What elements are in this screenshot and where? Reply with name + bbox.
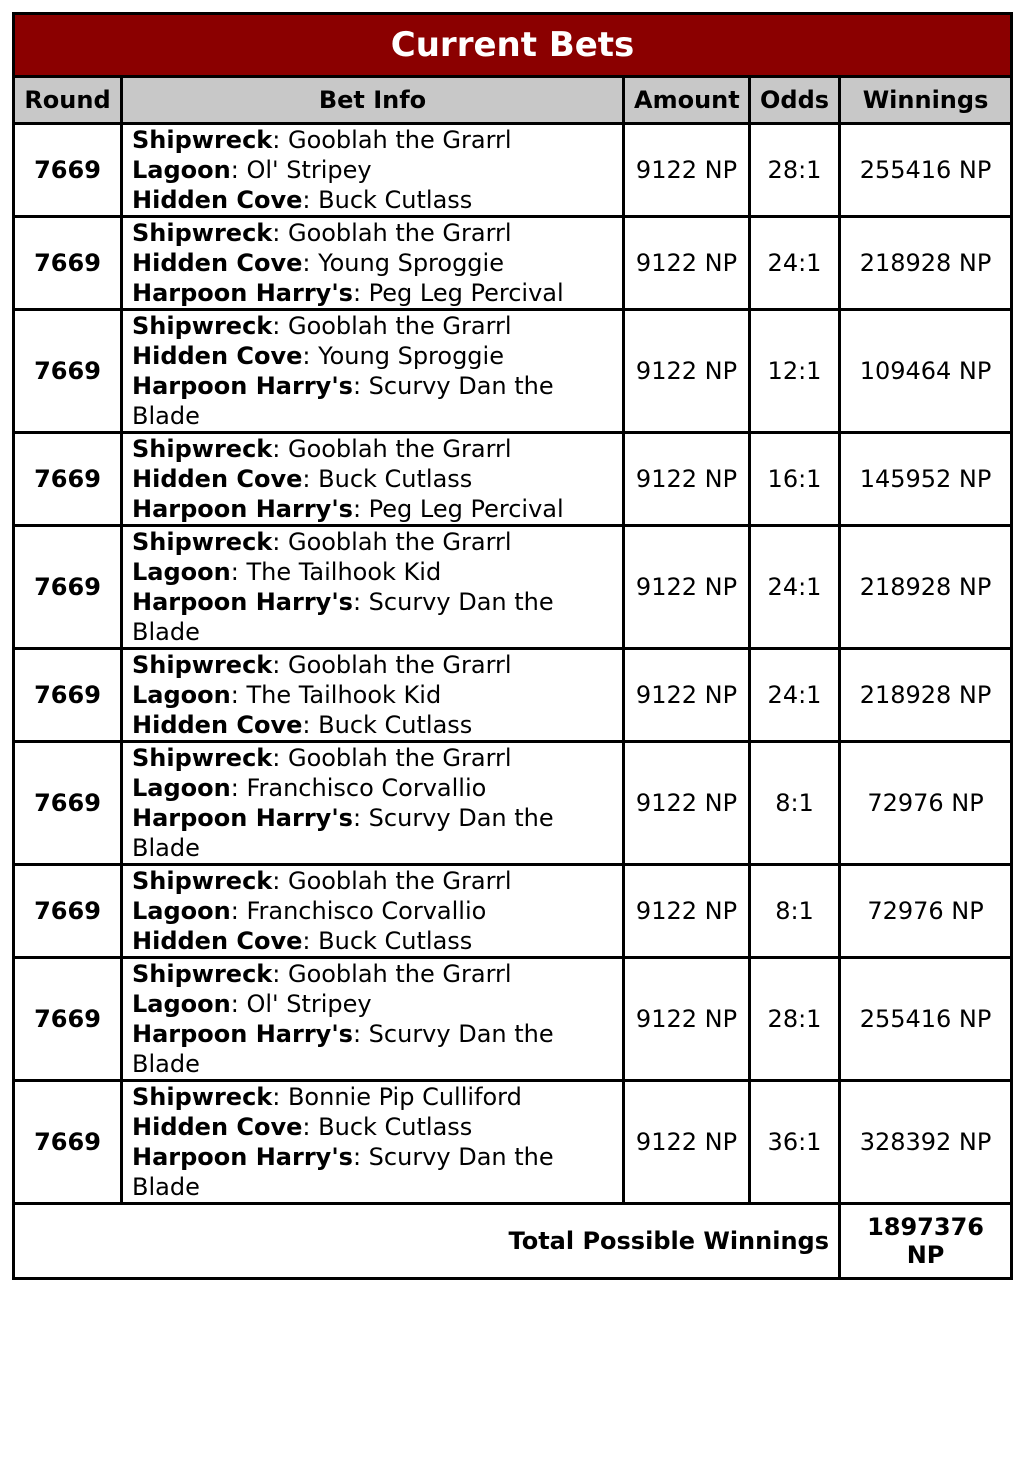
column-header-bet-info: Bet Info (122, 77, 624, 124)
total-winnings-value: 1897376 NP (840, 1204, 1012, 1279)
bet-line: Lagoon: Franchisco Corvallio (132, 774, 487, 802)
arena-name: Shipwreck (132, 960, 273, 988)
bet-line: Shipwreck: Gooblah the Grarrl (132, 219, 512, 247)
table-row (14, 433, 1012, 526)
odds-cell: 36:1 (750, 1081, 840, 1204)
arena-name: Hidden Cove (132, 249, 303, 277)
winnings-cell: 255416 NP (840, 958, 1012, 1081)
pirate-name: Scurvy Dan the Blade (132, 1020, 554, 1078)
arena-name: Shipwreck (132, 219, 273, 247)
pirate-name: Gooblah the Grarrl (287, 312, 512, 340)
amount-cell: 9122 NP (624, 526, 750, 649)
table-row (14, 649, 1012, 742)
round-cell: 7669 (14, 310, 122, 433)
table-row (14, 124, 1012, 217)
bet-line: Hidden Cove: Buck Cutlass (132, 711, 473, 739)
pirate-name: Gooblah the Grarrl (287, 651, 512, 679)
pirate-name: Peg Leg Percival (368, 495, 564, 523)
arena-name: Hidden Cove (132, 186, 303, 214)
table-row (14, 742, 1012, 865)
arena-name: Hidden Cove (132, 1113, 303, 1141)
bet-line: Shipwreck: Gooblah the Grarrl (132, 435, 512, 463)
bet-line: Harpoon Harry's: Peg Leg Percival (132, 495, 564, 523)
bet-line: Shipwreck: Gooblah the Grarrl (132, 312, 512, 340)
arena-name: Hidden Cove (132, 465, 303, 493)
pirate-name: Buck Cutlass (318, 465, 473, 493)
table-title: Current Bets (14, 14, 1012, 77)
pirate-name: Gooblah the Grarrl (287, 744, 512, 772)
bet-line: Lagoon: The Tailhook Kid (132, 558, 442, 586)
arena-name: Shipwreck (132, 312, 273, 340)
arena-name: Hidden Cove (132, 711, 303, 739)
pirate-name: Buck Cutlass (318, 927, 473, 955)
bet-info-cell (122, 865, 624, 958)
pirate-name: Franchisco Corvallio (246, 897, 487, 925)
arena-name: Lagoon (132, 897, 231, 925)
bet-line: Harpoon Harry's: Scurvy Dan the Blade (132, 1020, 554, 1078)
winnings-cell: 255416 NP (840, 124, 1012, 217)
bet-line: Harpoon Harry's: Scurvy Dan the Blade (132, 588, 554, 646)
arena-name: Hidden Cove (132, 342, 303, 370)
arena-name: Harpoon Harry's (132, 588, 353, 616)
arena-name: Lagoon (132, 156, 231, 184)
odds-cell: 8:1 (750, 865, 840, 958)
arena-name: Shipwreck (132, 528, 273, 556)
arena-name: Shipwreck (132, 744, 273, 772)
column-header-round: Round (14, 77, 122, 124)
round-cell: 7669 (14, 1081, 122, 1204)
arena-name: Lagoon (132, 774, 231, 802)
round-cell: 7669 (14, 433, 122, 526)
odds-cell: 16:1 (750, 433, 840, 526)
arena-name: Harpoon Harry's (132, 1020, 353, 1048)
pirate-name: Gooblah the Grarrl (287, 867, 512, 895)
bet-rows (14, 124, 1012, 1204)
arena-name: Shipwreck (132, 867, 273, 895)
pirate-name: Gooblah the Grarrl (287, 435, 512, 463)
winnings-cell: 72976 NP (840, 865, 1012, 958)
round-cell: 7669 (14, 217, 122, 310)
winnings-cell: 72976 NP (840, 742, 1012, 865)
amount-cell: 9122 NP (624, 958, 750, 1081)
arena-name: Lagoon (132, 558, 231, 586)
winnings-cell: 328392 NP (840, 1081, 1012, 1204)
pirate-name: Ol' Stripey (246, 156, 372, 184)
bet-line: Shipwreck: Gooblah the Grarrl (132, 960, 512, 988)
bet-line: Hidden Cove: Young Sproggie (132, 342, 504, 370)
pirate-name: Young Sproggie (318, 249, 504, 277)
pirate-name: Scurvy Dan the Blade (132, 372, 554, 430)
arena-name: Shipwreck (132, 651, 273, 679)
pirate-name: Buck Cutlass (318, 1113, 473, 1141)
round-cell: 7669 (14, 958, 122, 1081)
winnings-cell: 218928 NP (840, 526, 1012, 649)
round-cell: 7669 (14, 649, 122, 742)
amount-cell: 9122 NP (624, 742, 750, 865)
arena-name: Harpoon Harry's (132, 804, 353, 832)
amount-cell: 9122 NP (624, 1081, 750, 1204)
amount-cell: 9122 NP (624, 865, 750, 958)
bet-line: Harpoon Harry's: Scurvy Dan the Blade (132, 1143, 554, 1201)
bet-line: Shipwreck: Gooblah the Grarrl (132, 867, 512, 895)
bet-info-cell (122, 649, 624, 742)
column-header-winnings: Winnings (840, 77, 1012, 124)
column-header-odds: Odds (750, 77, 840, 124)
round-cell: 7669 (14, 124, 122, 217)
bet-line: Lagoon: Ol' Stripey (132, 156, 372, 184)
arena-name: Harpoon Harry's (132, 279, 353, 307)
arena-name: Shipwreck (132, 1083, 273, 1111)
pirate-name: The Tailhook Kid (246, 558, 442, 586)
odds-cell: 24:1 (750, 217, 840, 310)
pirate-name: Young Sproggie (318, 342, 504, 370)
amount-cell: 9122 NP (624, 217, 750, 310)
current-bets-table (12, 12, 1013, 1280)
odds-cell: 8:1 (750, 742, 840, 865)
bet-line: Hidden Cove: Young Sproggie (132, 249, 504, 277)
arena-name: Harpoon Harry's (132, 372, 353, 400)
arena-name: Harpoon Harry's (132, 1143, 353, 1171)
table-row (14, 1081, 1012, 1204)
odds-cell: 28:1 (750, 958, 840, 1081)
round-cell: 7669 (14, 526, 122, 649)
bet-line: Shipwreck: Gooblah the Grarrl (132, 126, 512, 154)
bet-info-cell (122, 958, 624, 1081)
bet-info-cell (122, 742, 624, 865)
amount-cell: 9122 NP (624, 649, 750, 742)
bet-info-cell (122, 217, 624, 310)
bet-line: Shipwreck: Gooblah the Grarrl (132, 528, 512, 556)
winnings-cell: 145952 NP (840, 433, 1012, 526)
pirate-name: Gooblah the Grarrl (287, 960, 512, 988)
pirate-name: Gooblah the Grarrl (287, 219, 512, 247)
pirate-name: Gooblah the Grarrl (287, 126, 512, 154)
bet-info-cell (122, 1081, 624, 1204)
round-cell: 7669 (14, 742, 122, 865)
arena-name: Lagoon (132, 990, 231, 1018)
arena-name: Lagoon (132, 681, 231, 709)
odds-cell: 24:1 (750, 526, 840, 649)
bet-line: Hidden Cove: Buck Cutlass (132, 465, 473, 493)
pirate-name: Franchisco Corvallio (246, 774, 487, 802)
arena-name: Hidden Cove (132, 927, 303, 955)
pirate-name: Scurvy Dan the Blade (132, 1143, 554, 1201)
amount-cell: 9122 NP (624, 433, 750, 526)
table-row (14, 865, 1012, 958)
round-cell: 7669 (14, 865, 122, 958)
winnings-cell: 109464 NP (840, 310, 1012, 433)
bet-line: Shipwreck: Gooblah the Grarrl (132, 744, 512, 772)
bet-info-cell (122, 433, 624, 526)
table-row (14, 310, 1012, 433)
arena-name: Shipwreck (132, 126, 273, 154)
table-row (14, 217, 1012, 310)
table-row (14, 958, 1012, 1081)
column-header-amount: Amount (624, 77, 750, 124)
pirate-name: Peg Leg Percival (368, 279, 564, 307)
bet-line: Shipwreck: Bonnie Pip Culliford (132, 1083, 522, 1111)
pirate-name: Scurvy Dan the Blade (132, 804, 554, 862)
bet-info-cell (122, 526, 624, 649)
pirate-name: The Tailhook Kid (246, 681, 442, 709)
winnings-cell: 218928 NP (840, 649, 1012, 742)
total-winnings-label: Total Possible Winnings (14, 1204, 840, 1279)
amount-cell: 9122 NP (624, 124, 750, 217)
bet-line: Harpoon Harry's: Peg Leg Percival (132, 279, 564, 307)
amount-cell: 9122 NP (624, 310, 750, 433)
bet-line: Lagoon: The Tailhook Kid (132, 681, 442, 709)
bet-line: Lagoon: Ol' Stripey (132, 990, 372, 1018)
pirate-name: Scurvy Dan the Blade (132, 588, 554, 646)
arena-name: Shipwreck (132, 435, 273, 463)
bet-line: Harpoon Harry's: Scurvy Dan the Blade (132, 804, 554, 862)
bet-info-cell (122, 310, 624, 433)
odds-cell: 24:1 (750, 649, 840, 742)
bet-line: Hidden Cove: Buck Cutlass (132, 927, 473, 955)
bet-info-cell (122, 124, 624, 217)
table-row (14, 526, 1012, 649)
odds-cell: 12:1 (750, 310, 840, 433)
pirate-name: Gooblah the Grarrl (287, 528, 512, 556)
bet-line: Hidden Cove: Buck Cutlass (132, 186, 473, 214)
arena-name: Harpoon Harry's (132, 495, 353, 523)
odds-cell: 28:1 (750, 124, 840, 217)
bet-line: Shipwreck: Gooblah the Grarrl (132, 651, 512, 679)
bet-line: Harpoon Harry's: Scurvy Dan the Blade (132, 372, 554, 430)
pirate-name: Ol' Stripey (246, 990, 372, 1018)
bet-line: Hidden Cove: Buck Cutlass (132, 1113, 473, 1141)
pirate-name: Buck Cutlass (318, 711, 473, 739)
bet-line: Lagoon: Franchisco Corvallio (132, 897, 487, 925)
winnings-cell: 218928 NP (840, 217, 1012, 310)
pirate-name: Buck Cutlass (318, 186, 473, 214)
pirate-name: Bonnie Pip Culliford (287, 1083, 522, 1111)
